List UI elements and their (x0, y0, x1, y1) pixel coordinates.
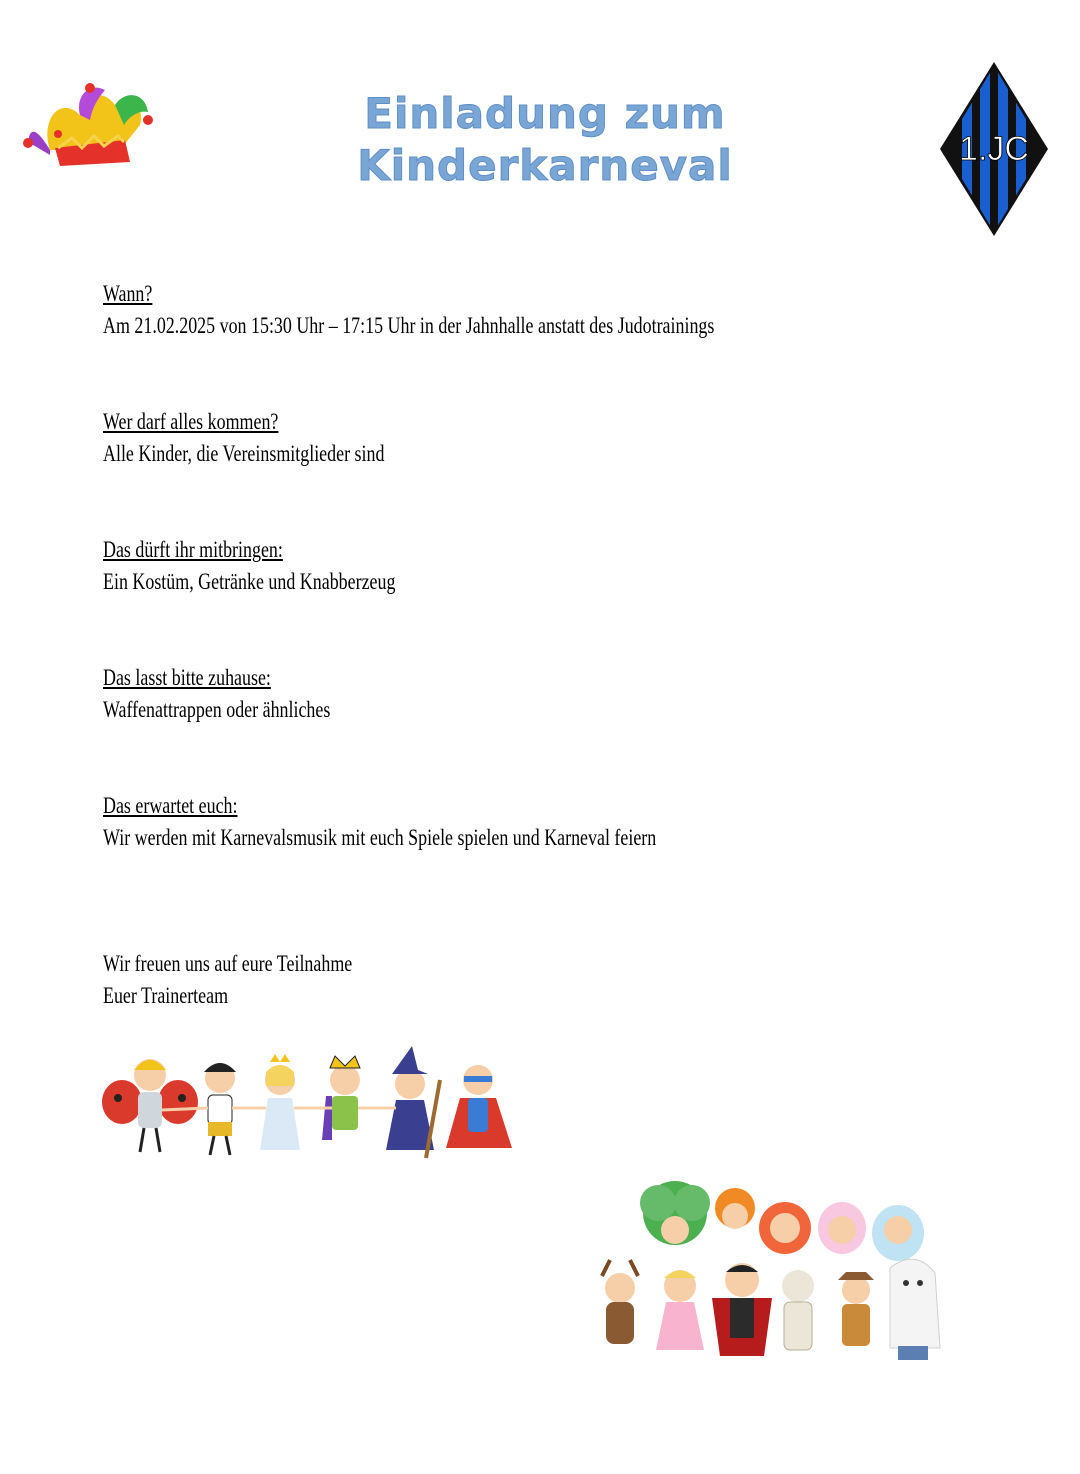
closing-line-2: Euer Trainerteam (103, 983, 229, 1008)
section-heading: Wer darf alles kommen? (103, 409, 279, 434)
section-when (103, 278, 923, 342)
costumed-kids-row-illustration (100, 1040, 520, 1180)
title-line-2: Kinderkarneval (357, 141, 733, 190)
info-sections (103, 278, 923, 854)
section-text: Alle Kinder, die Vereinsmitglieder sind (103, 441, 385, 466)
costumed-kids-group-illustration (580, 1168, 970, 1388)
jester-hat-icon (20, 80, 155, 170)
section-heading: Das dürft ihr mitbringen: (103, 537, 283, 562)
page-title (300, 88, 790, 192)
title-line-1: Einladung zum (364, 89, 726, 138)
club-logo (940, 62, 1048, 236)
section-heading: Das lasst bitte zuhause: (103, 665, 271, 690)
logo-text: 1.JC (959, 130, 1029, 168)
section-text: Am 21.02.2025 von 15:30 Uhr – 17:15 Uhr in der Jahnhalle anstatt des Judotrainings (103, 313, 715, 338)
section-leave-home (103, 662, 923, 726)
section-heading: Wann? (103, 281, 153, 306)
closing-line-1: Wir freuen uns auf eure Teilnahme (103, 951, 353, 976)
closing (103, 948, 423, 1012)
section-expect (103, 790, 923, 854)
section-heading: Das erwartet euch: (103, 793, 238, 818)
section-bring (103, 534, 923, 598)
section-text: Ein Kostüm, Getränke und Knabberzeug (103, 569, 396, 594)
section-text: Waffenattrappen oder ähnliches (103, 697, 331, 722)
section-text: Wir werden mit Karnevalsmusik mit euch Spiele spielen und Karneval feiern (103, 825, 657, 850)
section-who (103, 406, 923, 470)
